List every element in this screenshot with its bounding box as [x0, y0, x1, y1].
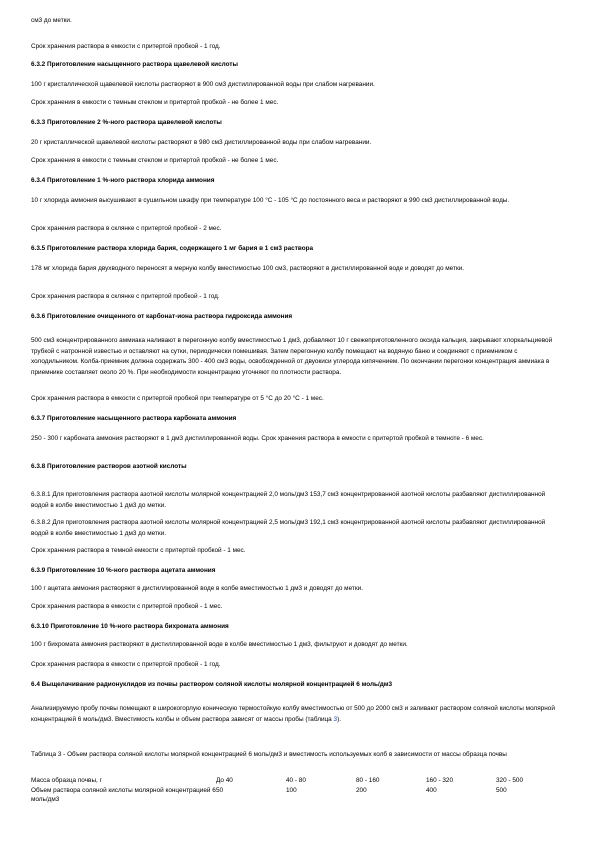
paragraph-text: Срок хранения раствора в склянке с притертой пробкой - 2 мес. — [31, 225, 222, 232]
table-cell: 200 — [356, 786, 367, 794]
paragraph — [31, 490, 561, 511]
paragraph-text: 6.3.2 Приготовление насыщенного раствора щавелевой кислоты — [31, 61, 238, 68]
paragraph-text: 10 г хлорида аммония высушивают в сушильном шкафу при температуре 100 °С - 105 °С до постоянного веса и растворяют в 990 см3 дистиллированной воды. — [31, 197, 510, 204]
paragraph-text: 20 г кристаллической щавелевой кислоты растворяют в 980 см3 дистиллированной воды при слабом нагревании. — [31, 139, 372, 146]
paragraph-text: Срок хранения раствора в емкости с притертой пробкой - 1 год. — [31, 43, 221, 50]
paragraph — [31, 640, 561, 651]
paragraph-text: 178 мг хлорида бария двухводного переносят в мерную колбу вместимостью 100 см3, растворяют в дистиллированной воде и доводят до метки. — [31, 265, 465, 272]
table-cell: 100 — [286, 786, 297, 794]
table-cell: 320 - 500 — [496, 777, 524, 784]
paragraph — [31, 16, 561, 27]
section-heading — [31, 462, 561, 473]
table-cell: 40 - 80 — [286, 777, 306, 784]
paragraph-text: Срок хранения раствора в темной емкости с притертой пробкой - 1 мес. — [31, 547, 246, 554]
table-cell: 500 — [496, 786, 507, 794]
section-heading — [31, 176, 561, 187]
paragraph — [31, 224, 561, 235]
row-header-cell: Масса образца почвы, г — [31, 777, 102, 784]
section-heading — [31, 60, 561, 71]
table-reference-link[interactable]: 3 — [333, 715, 338, 723]
table-cell: 80 - 160 — [356, 777, 380, 784]
section-heading — [31, 118, 561, 129]
paragraph — [31, 292, 561, 303]
paragraph — [31, 138, 561, 149]
paragraph — [31, 518, 561, 539]
paragraph — [31, 660, 561, 671]
paragraph-text: 6.3.8.2 Для приготовления раствора азотной кислоты молярной концентрацией 2,5 моль/дм3 192,1 см3 концентрированной азотной кислоты разбавляют дистиллированной водой в колбе вместимостью 1 дм3 до метки. — [31, 519, 546, 537]
paragraph-text: Срок хранения раствора в емкости с притертой пробкой при температуре от 5 °С до 20 °С - 1 мес. — [31, 395, 324, 402]
paragraph-text: Срок хранения в емкости с темным стеклом и притертой пробкой - не более 1 мес. — [31, 99, 279, 106]
section-heading — [31, 312, 561, 323]
paragraph — [31, 42, 561, 53]
paragraph-text: Таблица 3 - Объем раствора соляной кислоты молярной концентрацией 6 моль/дм3 и вместимость используемых колб в зависимости от массы образца почвы — [31, 751, 507, 758]
paragraph-text: 6.3.6 Приготовление очищенного от карбонат-иона раствора гидроксида аммония — [31, 313, 293, 320]
paragraph-text: 6.3.8.1 Для приготовления раствора азотной кислоты молярной концентрацией 2,0 моль/дм3 153,7 см3 концентрированной азотной кислоты разбавляют дистиллированной водой в колбе вместимостью 1 дм3 до метки. — [31, 491, 546, 509]
table-row — [31, 786, 556, 805]
paragraph — [31, 584, 561, 595]
paragraph — [31, 80, 561, 91]
paragraph — [31, 546, 561, 557]
paragraph — [31, 602, 561, 613]
section-heading — [31, 414, 561, 425]
paragraph-text: 6.3.9 Приготовление 10 %-ного раствора ацетата аммония — [31, 567, 216, 574]
paragraph-text: Срок хранения раствора в емкости с притертой пробкой - 1 год. — [31, 661, 221, 668]
paragraph — [31, 336, 561, 378]
paragraph-text: см3 до метки. — [31, 17, 72, 24]
paragraph — [31, 196, 561, 207]
paragraph-text: 6.3.4 Приготовление 1 %-ного раствора хлорида аммония — [31, 177, 215, 184]
paragraph-text: 500 см3 концентрированного аммиака наливают в перегонную колбу вместимостью 1 дм3, добавляют 10 г свежеприготовленного оксида кальция, закрывают хлоркальциевой трубкой с натронной известью и оставляют на сутки, периодически помешивая. Затем перегонную колбу помещают на водяную баню и соединяют с приемником с холодильником. Колба-приемник должна содержать 300 - 400 см3 воды, освобожденной от двуокиси углерода кипячением. По окончании перегонки концентрация аммиака в приемнике составляет около 20 %. При необходимости концентрацию уточняют по плотности раствора. — [31, 337, 553, 376]
paragraph-text: 6.3.7 Приготовление насыщенного раствора карбоната аммония — [31, 415, 237, 422]
section-heading — [31, 566, 561, 577]
paragraph-tail: ). — [337, 715, 341, 723]
paragraph-text: Анализируемую пробу почвы помещают в широкогорлую коническую термостойкую колбу вместимостью от 500 до 2000 см3 и заливают раствором соляной кислоты молярной концентрацией 6 моль/дм3. Вместимость колбы и объем раствора зависят от массы пробы (таблица — [31, 705, 555, 723]
paragraph — [31, 98, 561, 109]
paragraph-text: 6.3.8 Приготовление растворов азотной кислоты — [31, 463, 187, 470]
paragraph-text: Срок хранения раствора в емкости с притертой пробкой - 1 мес. — [31, 603, 223, 610]
table-row — [31, 776, 556, 786]
table-cell: 400 — [426, 786, 437, 794]
paragraph-text: Срок хранения раствора в склянке с притертой пробкой - 1 год. — [31, 293, 220, 300]
paragraph-text: 250 - 300 г карбоната аммония растворяют в 1 дм3 дистиллированной воды. Срок хранения раствора в емкости с притертой пробкой в темноте - 6 мес. — [31, 435, 484, 442]
paragraph — [31, 704, 561, 725]
paragraph-text: 6.4 Выщелачивание радионуклидов из почвы раствором соляной кислоты молярной концентрацией 6 моль/дм3 — [31, 681, 393, 688]
paragraph — [31, 750, 561, 761]
table-cell: 160 - 320 — [426, 777, 454, 784]
paragraph — [31, 434, 561, 445]
paragraph-text: 100 г бихромата аммония растворяют в дистиллированной воде в колбе вместимостью 1 дм3, фильтруют и доводят до метки. — [31, 641, 408, 648]
paragraph-text: 6.3.3 Приготовление 2 %-ного раствора щавелевой кислоты — [31, 119, 222, 126]
paragraph-text: Срок хранения в емкости с темным стеклом и притертой пробкой - не более 1 мес. — [31, 157, 279, 164]
paragraph — [31, 394, 561, 405]
paragraph-text: 6.3.5 Приготовление раствора хлорида бария, содержащего 1 мг бария в 1 см3 раствора — [31, 245, 314, 252]
paragraph-text: 6.3.10 Приготовление 10 %-ного раствора бихромата аммония — [31, 623, 229, 630]
paragraph — [31, 156, 561, 167]
table-cell: До 40 — [216, 777, 233, 784]
row-header-cell: Объем раствора соляной кислоты молярной концентрацией 6 моль/дм3 — [31, 786, 216, 803]
paragraph-text: 100 г кристаллической щавелевой кислоты растворяют в 900 см3 дистиллированной воды при слабом нагревании. — [31, 81, 375, 88]
section-heading — [31, 680, 561, 691]
data-table — [31, 776, 556, 805]
paragraph — [31, 264, 561, 275]
table-cell: 50 — [216, 786, 224, 794]
section-heading — [31, 244, 561, 255]
section-heading — [31, 622, 561, 633]
paragraph-text: 100 г ацетата аммония растворяют в дистиллированной воде в колбе вместимостью 1 дм3 и доводят до метки. — [31, 585, 363, 592]
